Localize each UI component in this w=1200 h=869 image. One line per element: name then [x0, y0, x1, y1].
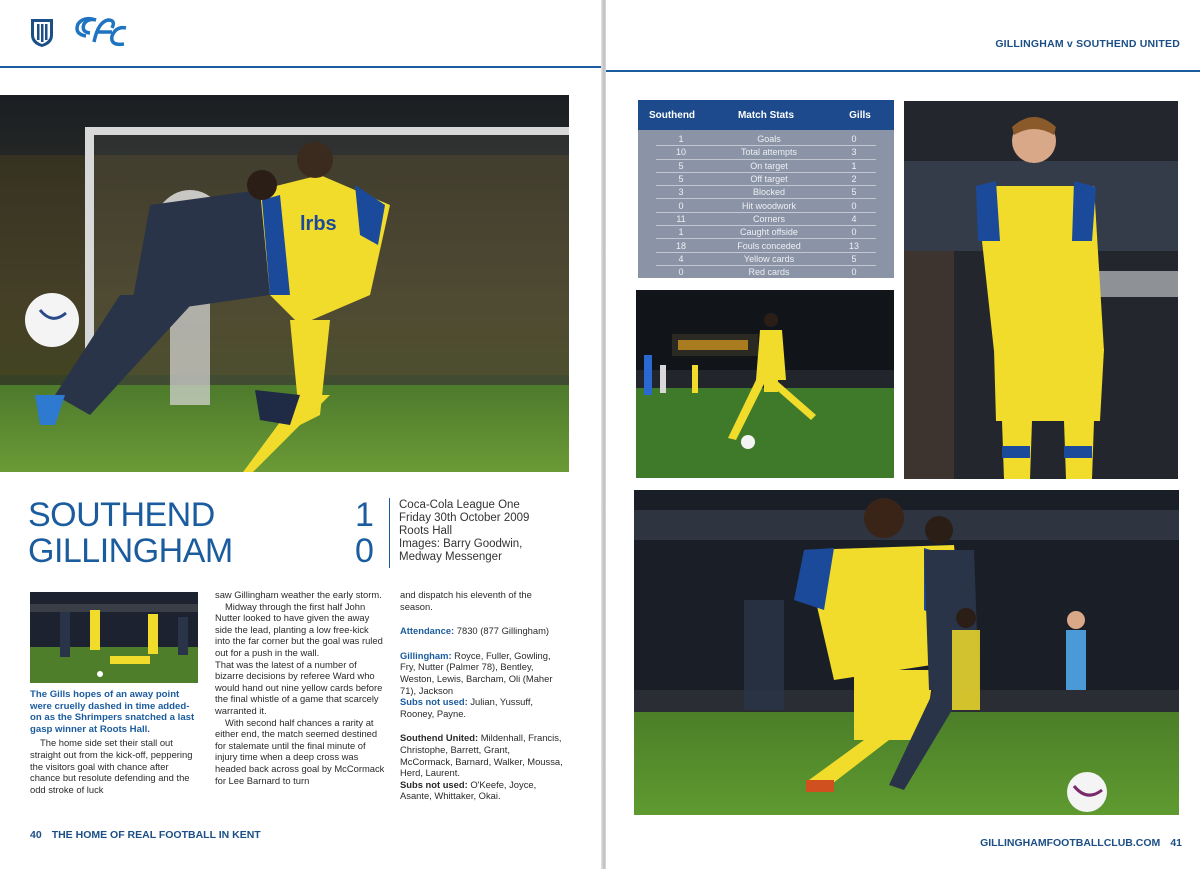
stats-row [656, 173, 876, 186]
stat-away: 0 [851, 134, 857, 145]
southend-lineup [400, 732, 565, 778]
southend-subs-label: Subs not used: [400, 778, 468, 790]
stat-label: Blocked [752, 187, 786, 198]
away-score: 0 [355, 532, 374, 570]
attendance-value: 7830 (877 Gillingham) [454, 625, 550, 637]
page-number-right: 41 [1170, 837, 1182, 849]
stat-label: On target [750, 160, 788, 171]
player-portrait-photo [904, 101, 1178, 479]
main-match-photo [0, 95, 569, 472]
stat-label: Red cards [748, 267, 790, 278]
article-text-col2-p3: That was the latest of a number of bizarre decisions by referee Ward who would hand out nine yellow cards before the final whistle of a game that scarcely warranted it. [215, 658, 383, 716]
stat-label: Yellow cards [743, 253, 795, 264]
stat-home: 0 [678, 267, 684, 278]
match-stats-table [638, 100, 894, 278]
gillingham-lineup [400, 650, 565, 696]
stats-row [656, 253, 876, 266]
article-text-col3-p1: and dispatch his eleventh of the season. [400, 589, 532, 612]
article-text-col1: The home side set their stall out straight out from the kick-off, peppering the visitors goal with chance after chance but resolute defending and the odd stroke of luck [30, 737, 193, 795]
attendance [400, 625, 565, 637]
stats-header-home: Southend [648, 109, 696, 121]
article-column-2 [215, 589, 385, 786]
stat-away: 0 [851, 200, 857, 211]
stats-row [656, 239, 876, 252]
footer-tagline: THE HOME OF REAL FOOTBALL IN KENT [51, 829, 261, 841]
stat-home: 11 [676, 213, 686, 224]
stat-label: Total attempts [740, 147, 798, 158]
stats-row [656, 266, 876, 278]
attendance-label: Attendance: [400, 625, 455, 637]
stat-label: Caught offside [740, 227, 798, 238]
gills-subs-players: Julian, Yussuff, Rooney, Payne. [400, 696, 534, 719]
gillingham-players: Royce, Fuller, Gowling, Fry, Nutter (Palmer 78), Bentley, Weston, Lewis, Barcham, Oli (Maher 71), Jackson [400, 649, 553, 696]
stats-header-row [638, 100, 894, 130]
southend-label: Southend United: [400, 732, 479, 744]
svg-text:lrbs: lrbs [300, 213, 337, 235]
stat-away: 2 [851, 174, 857, 185]
stat-home: 3 [678, 187, 684, 198]
away-team-name: GILLINGHAM [28, 532, 233, 570]
stats-header-away: Gills [849, 109, 871, 121]
article-text-col2-p1: saw Gillingham weather the early storm. [215, 589, 382, 600]
stat-away: 5 [851, 187, 857, 198]
image-credit-line1: Images: Barry Goodwin, [399, 538, 523, 550]
stat-away: 13 [848, 240, 859, 251]
stat-home: 10 [675, 147, 686, 158]
free-kick-photo [636, 290, 894, 478]
competition: Coca-Cola League One [399, 499, 520, 511]
match-date: Friday 30th October 2009 [399, 512, 530, 524]
article-column-3 [400, 589, 565, 802]
fixture-title: GILLINGHAM v SOUTHEND UNITED [995, 38, 1180, 50]
gills-subs-label: Subs not used: [400, 696, 468, 708]
top-rule-right [606, 70, 1200, 72]
gillingham-label: Gillingham: [400, 649, 452, 661]
southend-players: Mildenhall, Francis, Christophe, Barrett, Grant, McCormack, Barnard, Walker, Moussa, Herd, Laurent. [400, 732, 563, 779]
stats-row [656, 133, 876, 146]
stats-row [656, 226, 876, 239]
stat-label: Fouls conceded [737, 240, 801, 251]
stat-home: 1 [678, 227, 684, 238]
stats-row [656, 186, 876, 199]
photo-caption: The Gills hopes of an away point were cruelly dashed in time added-on as the Shrimpers snatched a last gasp winner at Roots Hall. [30, 689, 195, 735]
stat-label: Hit woodwork [741, 200, 797, 211]
stats-row [656, 146, 876, 159]
stats-row [656, 160, 876, 173]
stat-home: 4 [678, 253, 684, 264]
right-page [606, 0, 1200, 869]
article-text-col2-p2: Midway through the first half John Nutter looked to have given the away side the lead, planting a low free-kick into the far corner but the goal was ruled out for a push in the wall. [215, 600, 383, 658]
club-crest-icon [30, 18, 54, 48]
stats-body [638, 130, 894, 278]
stat-home: 18 [675, 240, 686, 251]
stat-home: 1 [678, 134, 684, 145]
stat-home: 5 [678, 160, 684, 171]
stat-away: 5 [851, 253, 857, 264]
small-match-photo [30, 592, 198, 683]
gillingham-subs [400, 696, 565, 719]
footer-left [30, 829, 261, 841]
club-website: GILLINGHAMFOOTBALLCLUB.COM [980, 837, 1161, 849]
top-rule [0, 66, 602, 68]
stat-away: 0 [851, 227, 857, 238]
home-score: 1 [355, 496, 374, 534]
page-number-left: 40 [30, 829, 42, 841]
stats-row [656, 199, 876, 212]
stat-label: Corners [752, 213, 785, 224]
southend-subs [400, 779, 565, 802]
stat-away: 4 [851, 213, 857, 224]
match-info [399, 499, 529, 564]
score-divider [389, 498, 390, 568]
gfc-monogram-icon [72, 14, 130, 52]
stat-away: 0 [851, 267, 857, 278]
stats-row [656, 213, 876, 226]
stat-home: 0 [678, 200, 684, 211]
article-text-col2-p4: With second half chances a rarity at either end, the match seemed destined for stalemate until the final minute of injury time when a deep cross was headed back across goal by McCormack for Lee Barnard to turn [215, 716, 385, 786]
home-team-name: SOUTHEND [28, 496, 215, 534]
stat-label: Goals [757, 134, 781, 145]
image-credit-line2: Medway Messenger [399, 551, 502, 563]
stats-header-title: Match Stats [737, 109, 795, 121]
attacking-run-photo [634, 490, 1179, 815]
article-column-1 [30, 689, 198, 795]
stat-label: Off target [750, 174, 788, 185]
footer-right [980, 837, 1182, 849]
venue: Roots Hall [399, 525, 453, 537]
stat-away: 1 [851, 160, 857, 171]
stat-away: 3 [851, 147, 857, 158]
stat-home: 5 [678, 174, 684, 185]
southend-subs-players: O'Keefe, Joyce, Asante, Whittaker, Okai. [400, 778, 537, 802]
